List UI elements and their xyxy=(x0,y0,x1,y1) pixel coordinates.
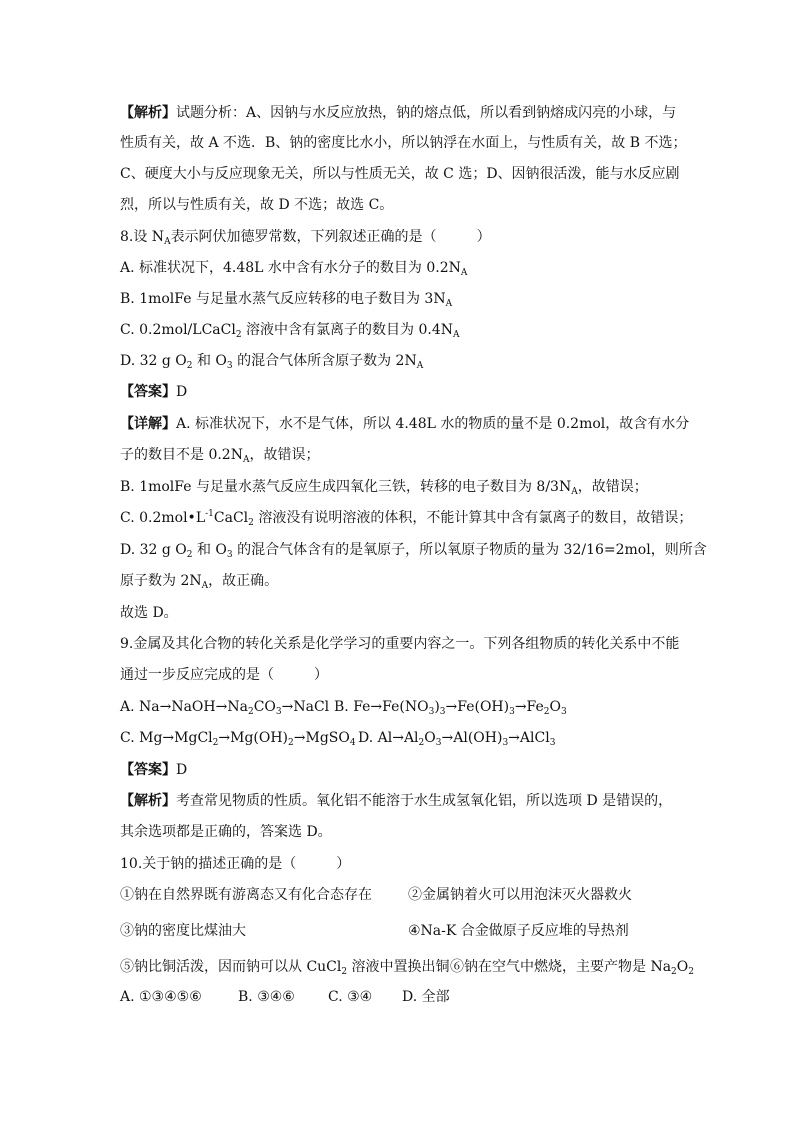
q10-statements-row-1 xyxy=(120,885,680,907)
q9-option-c: C. $Mg\to MgCl_2\to Mg(OH)_2\to MgSO_4$ xyxy=(120,730,356,748)
q9-options-row-1 xyxy=(120,697,680,719)
q8-option-d: D. 32 g $O_2$ 和 $O_3$ 的混合气体所含原子数为 $2N_A$ xyxy=(120,353,424,371)
q10-choice-a: A. ①③④⑤⑥ xyxy=(120,989,202,1005)
detail-tag: 【详解】 xyxy=(120,416,176,432)
q7-analysis-line-2: 性质有关，故 A 不选．B、钠的密度比水小，所以钠浮在水面上，与性质有关，故 B 不选； xyxy=(120,135,687,151)
q8-detail-line-4: C. $0.2mol•L^{-1}CaCl_2$ 溶液没有说明溶液的体积，不能计算其中含有氯离子的数目，故错误； xyxy=(120,509,693,528)
q8-option-b: B. 1molFe 与足量水蒸气反应转移的电子数目为 $3N_A$ xyxy=(120,291,453,309)
q8-answer xyxy=(120,382,187,404)
q10-statement-4: ④Na-K 合金做原子反应堆的导热剂 xyxy=(408,923,629,939)
q10-statements-row-3 xyxy=(120,957,694,979)
q7-analysis-line-1: 【解析】试题分析：A、因钠与水反应放热，钠的熔点低，所以看到钠熔成闪亮的小球，与 xyxy=(120,105,677,121)
q9-option-d: D. $Al\to Al_2O_3\to Al(OH)_3\to AlCl_3$ xyxy=(358,730,556,748)
analysis-tag: 【解析】 xyxy=(120,105,176,121)
q10-statement-5: ⑤钠比铜活泼，因而钠可以从 CuCl$_2$ 溶液中置换出铜 xyxy=(120,959,450,977)
q10-statement-3: ③钠的密度比煤油大 xyxy=(120,923,246,939)
q10-choice-d: D. 全部 xyxy=(402,989,450,1005)
q9-analysis-line-1: 【解析】考查常见物质的性质。氧化铝不能溶于水生成氢氧化铝，所以选项 D 是错误的， xyxy=(120,793,673,809)
q8-option-a: A. 标准状况下，4.48L 水中含有水分子的数目为 $0.2N_A$ xyxy=(120,260,468,278)
q7-analysis-line-4: 烈，所以与性质有关，故 D 不选；故选 C。 xyxy=(120,197,394,213)
answer-tag: 【答案】 xyxy=(120,384,176,400)
q8-option-c: C. 0.2mol/LCaCl$_2$ 溶液中含有氯离子的数目为 $0.4N_A$ xyxy=(120,322,460,340)
q8-detail-line-3: B. 1molFe 与足量水蒸气反应生成四氧化三铁，转移的电子数目为 $8/3N_A$，故错误； xyxy=(120,479,648,497)
q10-choices xyxy=(120,987,680,1009)
q8-detail-line-5: D. 32 g $O_2$ 和 $O_3$ 的混合气体含有的是氧原子，所以氧原子物质的量为 32/16=2mol，则所含 xyxy=(120,542,707,560)
q9-option-a: A. $Na\to NaOH\to Na_2CO_3\to NaCl$ xyxy=(120,699,330,717)
q10-statements-row-2 xyxy=(120,921,680,943)
q10-statement-2: ②金属钠着火可以用泡沫灭火器救火 xyxy=(408,887,632,903)
answer-tag: 【答案】 xyxy=(120,762,176,778)
analysis-tag: 【解析】 xyxy=(120,793,176,809)
q9-stem-line-1: 9.金属及其化合物的转化关系是化学学习的重要内容之一。下列各组物质的转化关系中不能 xyxy=(120,636,680,652)
q10-statement-6: ⑥钠在空气中燃烧，主要产物是 $Na_2O_2$ xyxy=(450,959,694,977)
q7-analysis-line-3: C、硬度大小与反应现象无关，所以与性质无关，故 C 选；D、因钠很活泼，能与水反应剧 xyxy=(120,166,680,182)
q10-statement-1: ①钠在自然界既有游离态又有化合态存在 xyxy=(120,887,372,903)
q9-analysis-line-2: 其余选项都是正确的，答案选 D。 xyxy=(120,824,332,840)
q9-option-b: B. $Fe\to Fe(NO_3)_3\to Fe(OH)_3\to Fe_2O_3$ xyxy=(334,699,567,717)
q9-answer xyxy=(120,760,187,782)
q8-detail-line-1: 【详解】A. 标准状况下，水不是气体，所以 4.48L 水的物质的量不是 0.2mol，故含有水分 xyxy=(120,416,690,432)
q10-stem: 10.关于钠的描述正确的是（ ） xyxy=(120,856,351,872)
q8-stem: 8.设 $N_A$表示阿伏加德罗常数，下列叙述正确的是（ ） xyxy=(120,229,491,247)
q9-options-row-2 xyxy=(120,728,680,750)
q9-stem-line-2: 通过一步反应完成的是（ ） xyxy=(120,667,328,683)
answer-value: D xyxy=(176,384,188,400)
q10-choice-b: B. ③④⑥ xyxy=(238,989,295,1005)
answer-value: D xyxy=(176,762,188,778)
q8-detail-line-6: 原子数为 $2N_A$，故正确。 xyxy=(120,573,279,591)
q8-detail-line-2: 子的数目不是 $0.2N_A$，故错误； xyxy=(120,447,320,465)
q8-conclusion: 故选 D。 xyxy=(120,605,178,621)
q10-choice-c: C. ③④ xyxy=(328,989,373,1005)
